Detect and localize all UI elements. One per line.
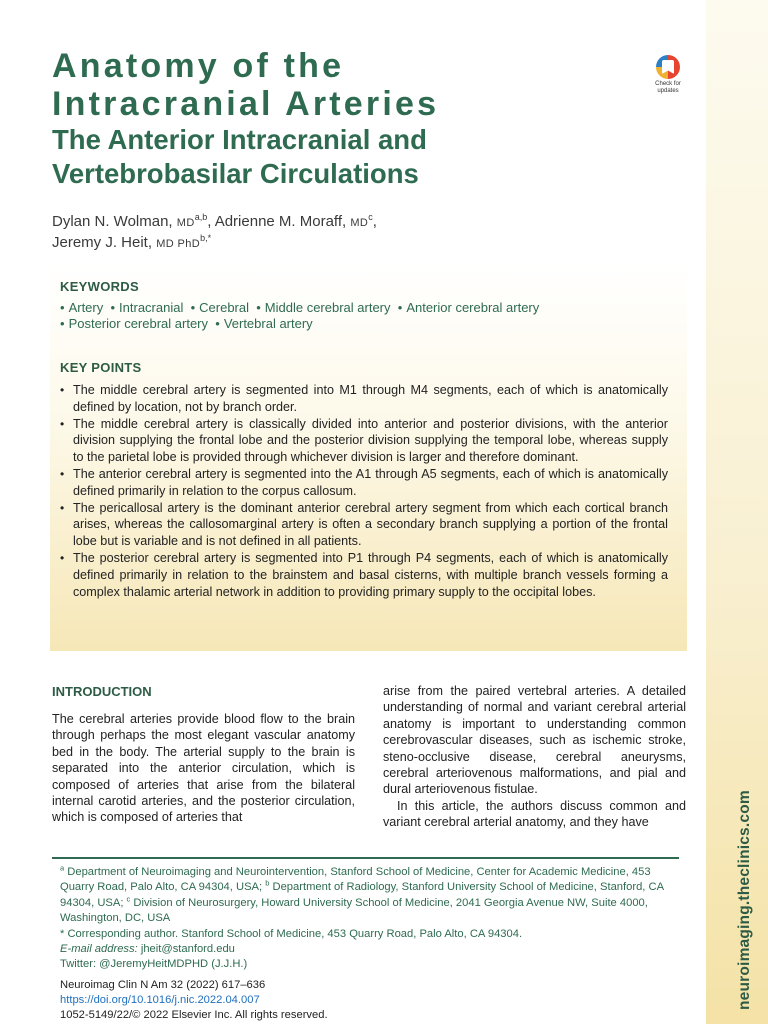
- keyword: Cerebral: [199, 300, 249, 315]
- body-column-left: [52, 711, 355, 826]
- bookmark-icon: [656, 55, 680, 79]
- keyword: Posterior cerebral artery: [68, 316, 209, 331]
- email-line: E-mail address: jheit@stanford.edu: [60, 943, 235, 956]
- key-point: • The middle cerebral artery is classically divided into anterior and posterior divisions, with the anterior division supplying the frontal lobe and the posterior division supplying the temporal lobe, whereas supply to the parietal lobe is provided through whichever division is larger and therefore dominant.: [60, 416, 668, 466]
- article-title-line-2: Intracranial Arteries: [52, 85, 440, 123]
- body-column-right: [383, 683, 686, 831]
- corresponding-author: * Corresponding author. Stanford School of Medicine, 453 Quarry Road, Palo Alto, CA 94304.: [60, 927, 523, 940]
- key-point: • The middle cerebral artery is segmented into M1 through M4 segments, each of which is anatomically defined by location, not by branch order.: [60, 382, 668, 416]
- author-name: Dylan N. Wolman,: [52, 213, 177, 230]
- author-list: [52, 212, 652, 254]
- article-subtitle: The Anterior Intracranial and Vertebrobasilar Circulations: [52, 124, 427, 189]
- key-points-list: [60, 382, 668, 600]
- keyword: Middle cerebral artery: [264, 300, 391, 315]
- key-point: • The anterior cerebral artery is segmented into the A1 through A5 segments, each of which is anatomically defined primarily in relation to the corpus callosum.: [60, 466, 668, 500]
- paragraph: The cerebral arteries provide blood flow to the brain through perhaps the most elegant vascular anatomy bed in the body. The arterial supply to the brain is separated into the anterior circulation, which is composed of arteries that arise from the bilateral internal carotid arteries, and the posterior circulation, which is composed of arteries that: [52, 712, 355, 825]
- keywords-heading: KEYWORDS: [60, 279, 139, 294]
- affiliation-marker: a,b: [194, 212, 208, 222]
- citation-block: [60, 978, 328, 1023]
- author-name: Jeremy J. Heit,: [52, 234, 157, 251]
- affiliation-marker: b,*: [200, 233, 212, 243]
- footnote-divider: [52, 857, 679, 859]
- journal-citation: Neuroimag Clin N Am 32 (2022) 617–636: [60, 979, 266, 991]
- introduction-heading: INTRODUCTION: [52, 684, 152, 699]
- article-title-line-1: Anatomy of the: [52, 47, 345, 85]
- key-points-heading: KEY POINTS: [60, 360, 142, 375]
- keyword: Intracranial: [119, 300, 184, 315]
- key-point: • The pericallosal artery is the dominant anterior cerebral artery segment from which each cortical branch arises, whereas the callosomarginal artery is often a secondary branch supplying a portion of the frontal lobe but is variable and is not defined in all patients.: [60, 500, 668, 550]
- email-link[interactable]: jheit@stanford.edu: [137, 943, 235, 956]
- twitter-line: Twitter: @JeremyHeitMDPHD (J.J.H.): [60, 958, 248, 971]
- paragraph: arise from the paired vertebral arteries. A detailed understanding of normal and variant cerebral arterial anatomy is important to understanding common cerebrovascular diseases, such as ischemic stroke, steno-occlusive disease, cerebral aneurysms, cerebral arteriovenous malformations, and pial and dural arteriovenous fistulae.: [383, 684, 686, 797]
- keyword: Artery: [68, 300, 104, 315]
- check-for-updates-badge[interactable]: [648, 55, 688, 92]
- author-separator: ,: [372, 213, 377, 230]
- doi-link[interactable]: https://doi.org/10.1016/j.nic.2022.04.007: [60, 994, 260, 1006]
- journal-url[interactable]: neuroimaging.theclinics.com: [736, 790, 753, 1010]
- keywords-line-1: • Artery • Intracranial • Cerebral • Middle cerebral artery • Anterior cerebral artery: [60, 300, 540, 315]
- keyword: Anterior cerebral artery: [406, 300, 540, 315]
- key-point: • The posterior cerebral artery is segmented into P1 through P4 segments, each of which is anatomically defined primarily in relation to the brainstem and basal cisterns, with multiple branch vessels forming a complex thalamic arterial network in addition to providing primary supply to the occipital lobes.: [60, 550, 668, 600]
- affiliations-footnote: [60, 865, 680, 973]
- author-degree: MD PhD: [156, 238, 201, 250]
- author-degree: MD: [176, 217, 195, 229]
- affiliation-marker: c: [368, 212, 373, 222]
- author-name: , Adrienne M. Moraff,: [207, 213, 351, 230]
- copyright-line: 1052-5149/22/© 2022 Elsevier Inc. All rights reserved.: [60, 1009, 328, 1021]
- keywords-line-2: • Posterior cerebral artery • Vertebral artery: [60, 316, 313, 331]
- author-degree: MD: [350, 217, 369, 229]
- keyword: Vertebral artery: [223, 316, 313, 331]
- paragraph: In this article, the authors discuss common and variant cerebral arterial anatomy, and they have: [383, 798, 686, 830]
- affiliations: $^a$ Department of Neuroimaging and Neurointervention, Stanford School of Medicine, Center for Academic Medicine, 453 Quarry Road, Palo Alto, CA 94304, USA; $^b$ Department of Radiology, Stanford University School of Medicine, Stanford, CA 94304, USA; $^c$ Division of Neurosurgery, Howard University School of Medicine, 2041 Georgia Avenue NW, Suite 4000, Washington, DC, USA: [60, 863, 664, 925]
- badge-label: Check for updates: [655, 81, 681, 94]
